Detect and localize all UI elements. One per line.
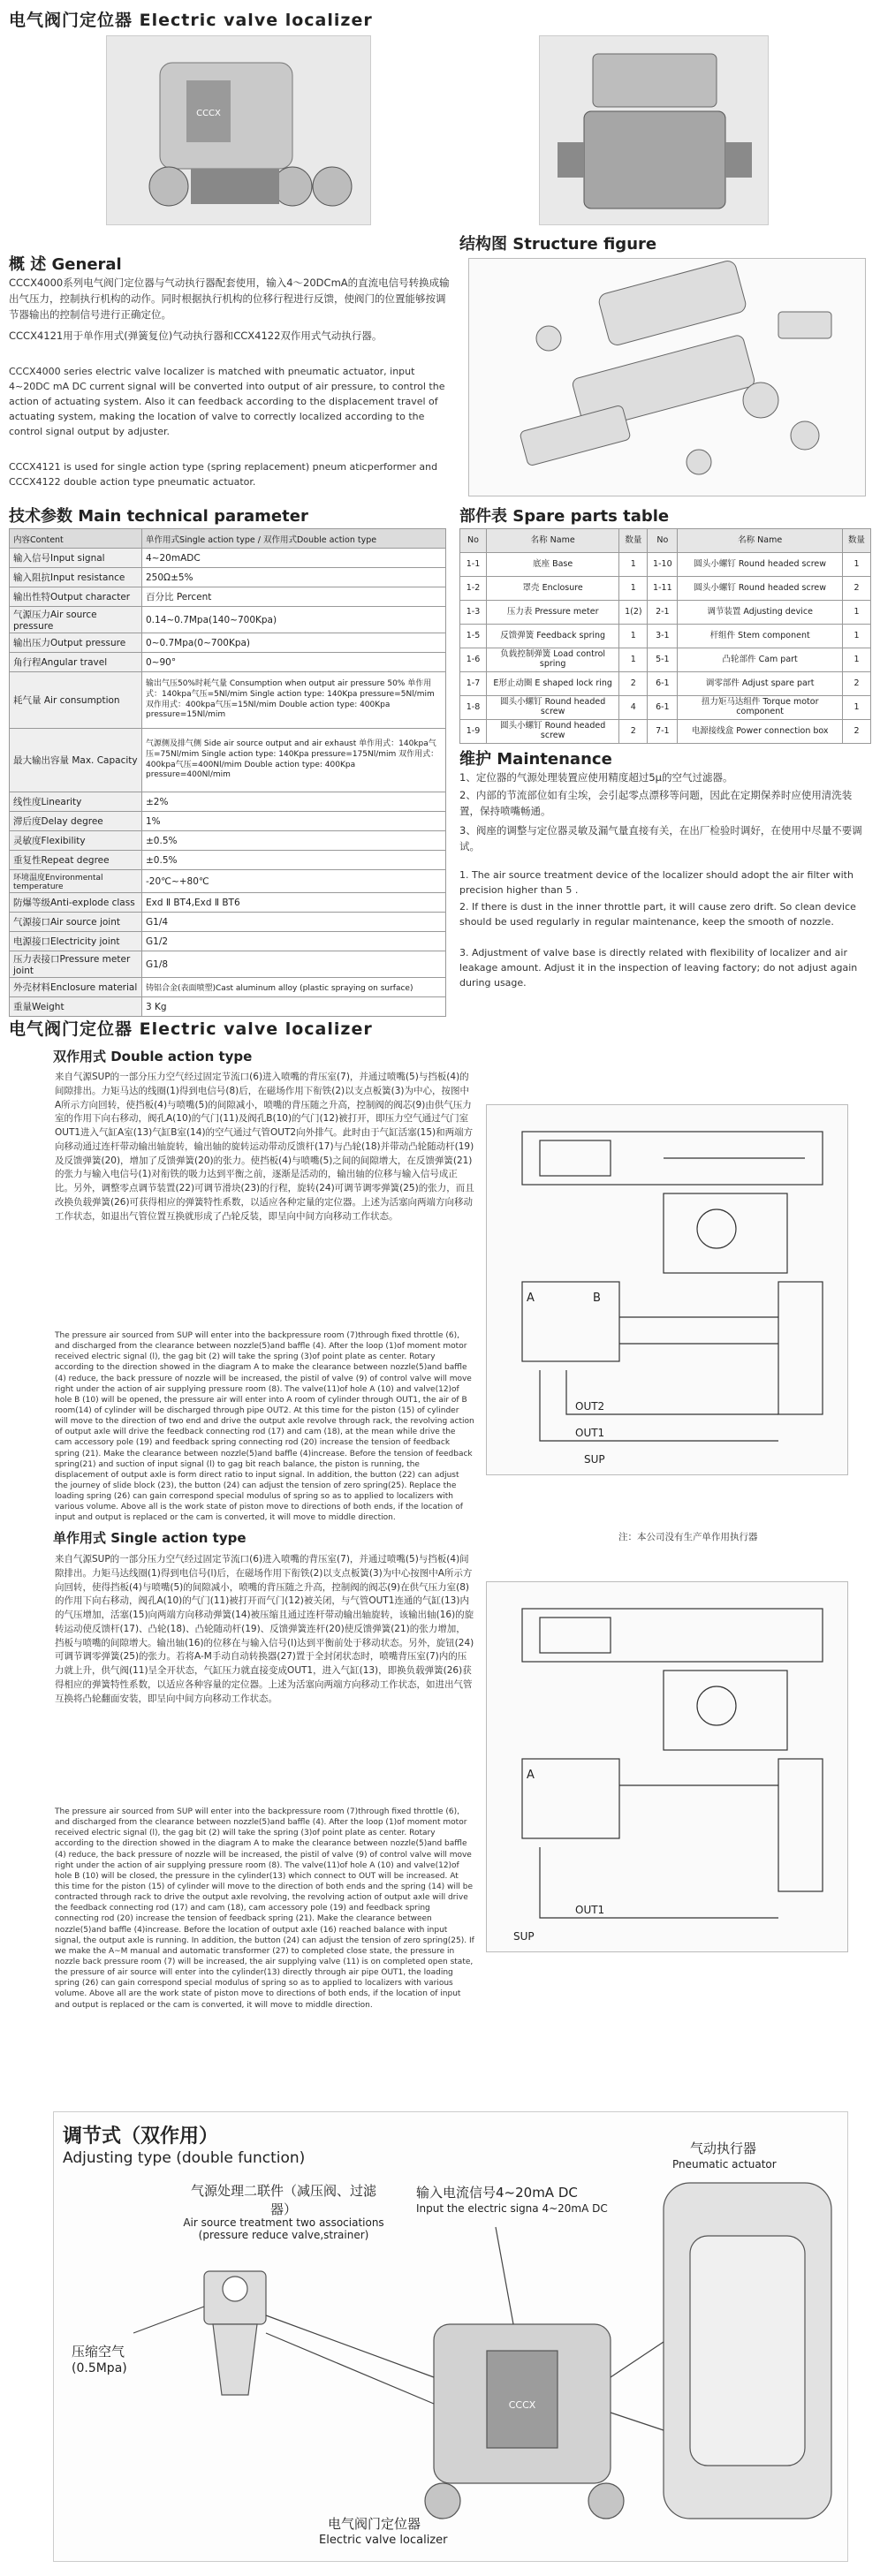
table-row: 1-9 圆头小螺钉 Round headed screw 2 7-1 电源接线盒 Power connection box 2 <box>460 720 871 744</box>
table-row: 线性度Linearity ±2% <box>10 792 446 812</box>
diagram-label-a-single: A <box>527 1769 535 1782</box>
localizer-cn: 电气阀门定位器 <box>328 2516 421 2532</box>
parts-heading: 部件表 Spare parts table <box>459 507 670 526</box>
product-photo-actuator <box>539 35 769 225</box>
diagram-label-out1-single: OUT1 <box>575 1904 605 1916</box>
single-heading: 单作用式 Single action type <box>53 1530 247 1546</box>
double-heading: 双作用式 Double action type <box>53 1049 253 1064</box>
page-title: 电气阀门定位器 Electric valve localizer <box>9 11 373 30</box>
maintenance-cn-3: 3、阀座的调整与定位器灵敏及漏气量直接有关，在出厂检验时调好，在使用中尽量不要调试。 <box>459 824 862 852</box>
table-row: 最大输出容量 Max. Capacity 气源侧及排气侧 Side air source output and air exhaust 单作用式：140kpa气压=75Nl/mim Single action type: 140Kpa pressure=175Nl/mim 双作用式：400kpa气压=400Nl/mim Double action type: 400Kpa pressure=400Nl/mim <box>10 729 446 792</box>
adjusting-illustration <box>54 2112 849 2563</box>
adjusting-panel <box>53 2111 848 2562</box>
overview-heading: 概 述 General <box>9 255 122 274</box>
parts-table <box>459 528 871 744</box>
table-row: 1-2 罩壳 Enclosure 1 1-11 圆头小螺钉 Round headed screw 2 <box>460 577 871 601</box>
double-en: The pressure air sourced from SUP will enter into the backpressure room (7)through fixed throttle (6), and discharged from the clearance between nozzle(5)and baffle (4). After the loop (1)of moment motor received electric signal (l), the gag bit (2) will take the spring (3)of point plate as center. Rotary according to the direction showed in the diagram A to make the clearance between nozzle(5)and baffle (4) reduce, the back pressure of nozzle will be increased, the pistil of valve (9) of control valve will move right under the action of air supplying pressure room (8). The valve(11)of hole A (10) and valve(12)of hole B (10) will be opened, the pressure air will enter into A room of cylinder through OUT1, the air of B room(14) of cylinder will be discharged through pipe OUT2. At this time for the piston (15) of cylinder will move to the direction of two end and drive the output axle revolve through rack, the revolving action of output axle will drive the feedback connecting rod (17) and cam (18), at the mean while drive the cam accessory pole (19) and feedback spring connecting rod (20) increase the tension of feedback spring (21). Make the clearance between nozzle(5)and baffle (4)increase. Before the tension of feedback spring(21) and suction of input signal (l) to gag bit reach balance, the piston is running, the displacement of output axle is form direct ratio to input signal. In addition, the button (22) can adjust the journey of slide block (23), the button (24) can adjust the tension of zero spring(25). Replace the loading spring (26) can gain correspond special modulus of spring so as to applied to localizers with various volume. Above all is the work state of piston move to directions of both ends, if the location of input and output is replaced or the cam is converted, it will move to middle direction. <box>55 1331 474 1523</box>
params-heading: 技术参数 Main technical parameter <box>9 507 308 526</box>
maintenance-en-1: 1. The air source treatment device of the localizer should adopt the air filter with precision higher than 5 . <box>459 869 853 897</box>
compressed-air-value: (0.5Mpa) <box>72 2361 127 2375</box>
overview-cn-p1: CCCX4000系列电气阀门定位器与气动执行器配套使用，输入4～20DCmA的直流电信号转换成输出气压力，控制执行机构的动作。同时根据执行机构的位移行程进行反馈，使阀门的位置能够按调节器输出的控制信号进行正确定位。 <box>9 277 450 321</box>
table-row: 输入信号Input signal 4~20mADC <box>10 549 446 568</box>
maintenance-heading: 维护 Maintenance <box>459 750 612 769</box>
maintenance-en-3: 3. Adjustment of valve base is directly related with flexibility of localizer and air leakage amount. Adjust it in the inspection of leaving factory; do not adjust again during usage. <box>459 947 858 989</box>
single-cn: 来自气源SUP的一部分压力空气经过固定节流口(6)进入喷嘴的背压室(7)，并通过喷嘴(5)与挡板(4)间隙排出。力矩马达线圈(1)得到电信号(l)后，在磁场作用下衔铁(2)以支点板簧(3)为中心按图中A所示方向回转，使得挡板(4)与喷嘴(5)的间隙减小，喷嘴的背压随之升高，控制阀的阀芯(9)在供气压力室(8)的作用下向右移动，阀孔A(10)的气门(11)被打开而气门(12)被关闭，与气管OUT1连通的气缸(13)内的气压增加，活塞(15)向两端方向移动弹簧(14)被压缩且通过连杆带动输出轴旋转，该输出轴(16)的旋转运动使反馈杆(17)、凸轮(18)、凸轮随动杆(19)、反馈弹簧连杆(20)使反馈弹簧(21)的张力增加，挡板与喷嘴的间隙增大。输出轴(16)的位移在与输入信号(l)达到平衡前处于移动状态。另外，旋钮(24)可调节调零弹簧(25)的张力。若将A-M手动自动转换器(27)置于全封闭状态时，喷嘴背压室(7)内的压力就上升，供气阀(11)呈全开状态，气缸压力就直接变成OUT1，进入气缸(13)，即换负载弹簧(26)获得相应的弹簧特性系数，以适应各种容量的定位器。上述为活塞向两端方向移动工作状态，如进出气管互换将凸轮翻面安装，即呈向中间方向移动工作状态。 <box>55 1554 474 1704</box>
table-row: 防爆等级Anti-explode class Exd Ⅱ BT4,Exd Ⅱ BT6 <box>10 893 446 913</box>
table-row: 1-6 负载控制弹簧 Load control spring 1 5-1 凸轮部件 Cam part 1 <box>460 648 871 672</box>
table-row: 灵敏度Flexibility ±0.5% <box>10 831 446 851</box>
diagram-label-b: B <box>593 1292 601 1305</box>
diagram-label-out2: OUT2 <box>575 1400 605 1413</box>
single-action-diagram <box>486 1581 848 1952</box>
diagram-label-sup-single: SUP <box>513 1930 535 1943</box>
overview-en-p1: CCCX4000 series electric valve localizer is matched with pneumatic actuator, input 4~20DC mA DC current signal will be converted into output of air pressure, to control the action of actuating system. Also it can feedback according to the displacement travel of actuating system, making the location of valve to correctly localized according to the control signal output by adjuster. <box>9 366 445 438</box>
params-header-types: 单作用式Single action type / 双作用式Double action type <box>142 529 446 549</box>
compressed-air-cn: 压缩空气 <box>72 2344 125 2360</box>
table-row: 1-1 底座 Base 1 1-10 圆头小螺钉 Round headed screw 1 <box>460 553 871 577</box>
params-header-row <box>10 529 446 549</box>
table-row: 外壳材料Enclosure material 铸铝合金(表面喷塑)Cast aluminum alloy (plastic spraying on surface) <box>10 978 446 997</box>
diagram-label-sup: SUP <box>584 1453 605 1466</box>
single-en: The pressure air sourced from SUP will enter into the backpressure room (7)through fixed throttle (6), and discharged from the clearance between nozzle(5)and baffle (4). After the loop (1)of moment motor received electric signal (l), the gag bit (2) will take the spring (3)of point plate as center. Rotary according to the direction showed in the diagram A to make the clearance between nozzle(5)and baffle (4) reduce, the back pressure of nozzle will be increased, the pistil of valve (9) of control valve will move right under the action of air supplying pressure room (8). The valve(11)of hole A (10) and valve(12)of hole B (10) will be closed, the pressure in the cylinder(13) which connect to OUT will be increased. At this time for the piston (15) of cylinder will move to the direction of both ends and the spring (14) will be contracted through rack to drive the output axle revolving, the revolving action of output axle will drive the feedback connecting rod (17) and cam (18), cam accessory pole (19) and feedback spring connecting rod (20) increase the tension of feedback spring (21). Make the clearance between nozzle(5)and baffle (4)increase. Before the location of output axle (16) reached balance with input signal, the output axle is running. In addition, the button (24) can adjust the tension of zero spring(25). If we make the A~M manual and automatic transformer (27) to completed close state, the pressure in nozzle back pressure room (7) will be increased, the air supplying valve (11) is on completed open state, the pressure of air source will enter into the cylinder(13) directly through air pipe OUT1, the loading spring (26) can gain correspond special modulus of spring so as to applied to localizers with various volume. Above all are the work state of piston move to directions of both ends, if the location of input and output is replaced or the cam is converted, it will move to middle direction. <box>55 1807 474 2010</box>
adjust-heading-en: Adjusting type (double function) <box>63 2149 306 2167</box>
table-row: 输出压力Output pressure 0~0.7Mpa(0~700Kpa) <box>10 633 446 653</box>
input-signal-cn: 输入电流信号4~20mA DC <box>416 2185 578 2201</box>
parts-header-row: No 名称 Name 数量 No 名称 Name 数量 <box>460 529 871 553</box>
diagram-label-a: A <box>527 1292 535 1305</box>
localizer-en: Electric valve localizer <box>319 2534 448 2547</box>
table-row: 1-8 圆头小螺钉 Round headed screw 4 6-1 扭力矩马达组件 Torque motor component 1 <box>460 696 871 720</box>
table-row: 输出性特Output character 百分比 Percent <box>10 587 446 607</box>
maintenance-cn-2: 2、内部的节流部位如有尘埃，会引起零点漂移等问题，因此在定期保养时应使用清洗装置，保持喷嘴畅通。 <box>459 789 853 817</box>
table-row: 环境温度Environmental temperature -20℃~+80℃ <box>10 870 446 893</box>
table-row: 角行程Angular travel 0~90° <box>10 653 446 672</box>
table-row: 重量Weight 3 Kg <box>10 997 446 1017</box>
single-note: 注：本公司没有生产单作用执行器 <box>618 1532 758 1542</box>
params-header-content: 内容Content <box>10 529 142 549</box>
input-signal-en: Input the electric signa 4~20mA DC <box>416 2202 608 2215</box>
structure-heading: 结构图 Structure figure <box>459 235 657 254</box>
product-photo-localizer <box>106 35 371 225</box>
actuator-en: Pneumatic actuator <box>672 2158 777 2171</box>
double-cn: 来自气源SUP的一部分压力空气经过固定节流口(6)进入喷嘴的背压室(7)，并通过喷嘴(5)与挡板(4)的间隙排出。力矩马达的线圈(1)得到电信号(8)后，在磁场作用下衔铁(2)以支点板簧(3)为中心，按图中A所示方向回转，使挡板(4)与喷嘴(5)的间隙减小，喷嘴的背压随之升高，控制阀的阀芯(9)由供气压力室的作用下向右移动，阀孔A(10)的气门(11)及阀孔B(10)的气门(12)被打开，即压力空气通过气门室OUT1进入气缸A室(13)气缸B室(14)的空气通过气管OUT2向外排气。此时由于气缸活塞(15)和两端方向移动通过连杆带动输出轴旋转，输出轴的旋转运动带动反馈杆(17)与凸轮(18)并带动凸轮随动杆(19)及反馈弹簧(20)，增加了反馈弹簧(20)的张力。使挡板(4)与喷嘴(5)之间的间隙增大，在反馈弹簧(21)的张力与输入电信号(1)对衔铁的吸力达到平衡之前，逐渐是活动的，输出轴的位移与输入信号成正比。另外，调整零点调节装置(22)可调节滑块(23)的行程，旋转(24)可调节调零弹簧(25)的张力，而且改换负载弹簧(26)可获得相应的弹簧特性系数，以适应各种定量的定位器。上述为活塞向两端方向移动工作状态，如退出气管位置互换就形成了凸轮反装，即呈向中间方向移动工作状态。 <box>55 1072 474 1222</box>
table-row: 重复性Repeat degree ±0.5% <box>10 851 446 870</box>
structure-figure <box>468 258 866 496</box>
actuator-cn: 气动执行器 <box>690 2140 757 2156</box>
maintenance-cn-1: 1、定位器的气源处理装置应使用精度超过5μ的空气过滤器。 <box>459 771 733 784</box>
table-row: 1-5 反馈弹簧 Feedback spring 1 3-1 杆组件 Stem component 1 <box>460 625 871 648</box>
air-source-en: Air source treatment two associations (pressure reduce valve,strainer) <box>183 2216 384 2241</box>
table-row: 气源接口Air source joint G1/4 <box>10 913 446 932</box>
air-source-cn: 气源处理二联件（减压阀、过滤器） <box>190 2183 376 2217</box>
localizer-brand-text: CCCX <box>508 2399 536 2411</box>
maintenance-en-2: 2. If there is dust in the inner throttle part, it will cause zero drift. So clean device should be used regularly in regular maintenance, keep the smooth of nozzle. <box>459 901 856 928</box>
table-row: 电源接口Electricity joint G1/2 <box>10 932 446 951</box>
overview-cn-p2: CCCX4121用于单作用式(弹簧复位)气动执行器和CCX4122双作用式气动执行器。 <box>9 330 383 342</box>
table-row: 1-7 E形止动圈 E shaped lock ring 2 6-1 调零部件 Adjust spare part 2 <box>460 672 871 696</box>
adjust-heading-cn: 调节式（双作用） <box>63 2125 219 2148</box>
table-row: 压力表接口Pressure meter joint G1/8 <box>10 951 446 978</box>
overview-en-p2: CCCX4121 is used for single action type (spring replacement) pneum aticperformer and CCCX4122 double action type pneumatic actuator. <box>9 461 438 489</box>
table-row: 输入阻抗Input resistance 250Ω±5% <box>10 568 446 587</box>
table-row: 1-3 压力表 Pressure meter 1(2) 2-1 调节装置 Adjusting device 1 <box>460 601 871 625</box>
table-row: 滞后度Delay degree 1% <box>10 812 446 831</box>
diagram-label-out1: OUT1 <box>575 1427 605 1439</box>
table-row: 耗气量 Air consumption 输出气压50%时耗气量 Consumption when output air pressure 50% 单作用式：140kpa气压=5Nl/mim Single action type: 140Kpa pressure=5Nl/mim 双作用式：400kpa气压=15Nl/mim Double action type: 400Kpa pressure=15Nl/mim <box>10 672 446 729</box>
brand-text: CCCX <box>196 109 221 118</box>
section2-title: 电气阀门定位器 Electric valve localizer <box>9 1019 373 1039</box>
double-action-diagram <box>486 1104 848 1475</box>
params-table <box>9 528 446 1017</box>
table-row: 气源压力Air source pressure 0.14~0.7Mpa(140~700Kpa) <box>10 607 446 633</box>
